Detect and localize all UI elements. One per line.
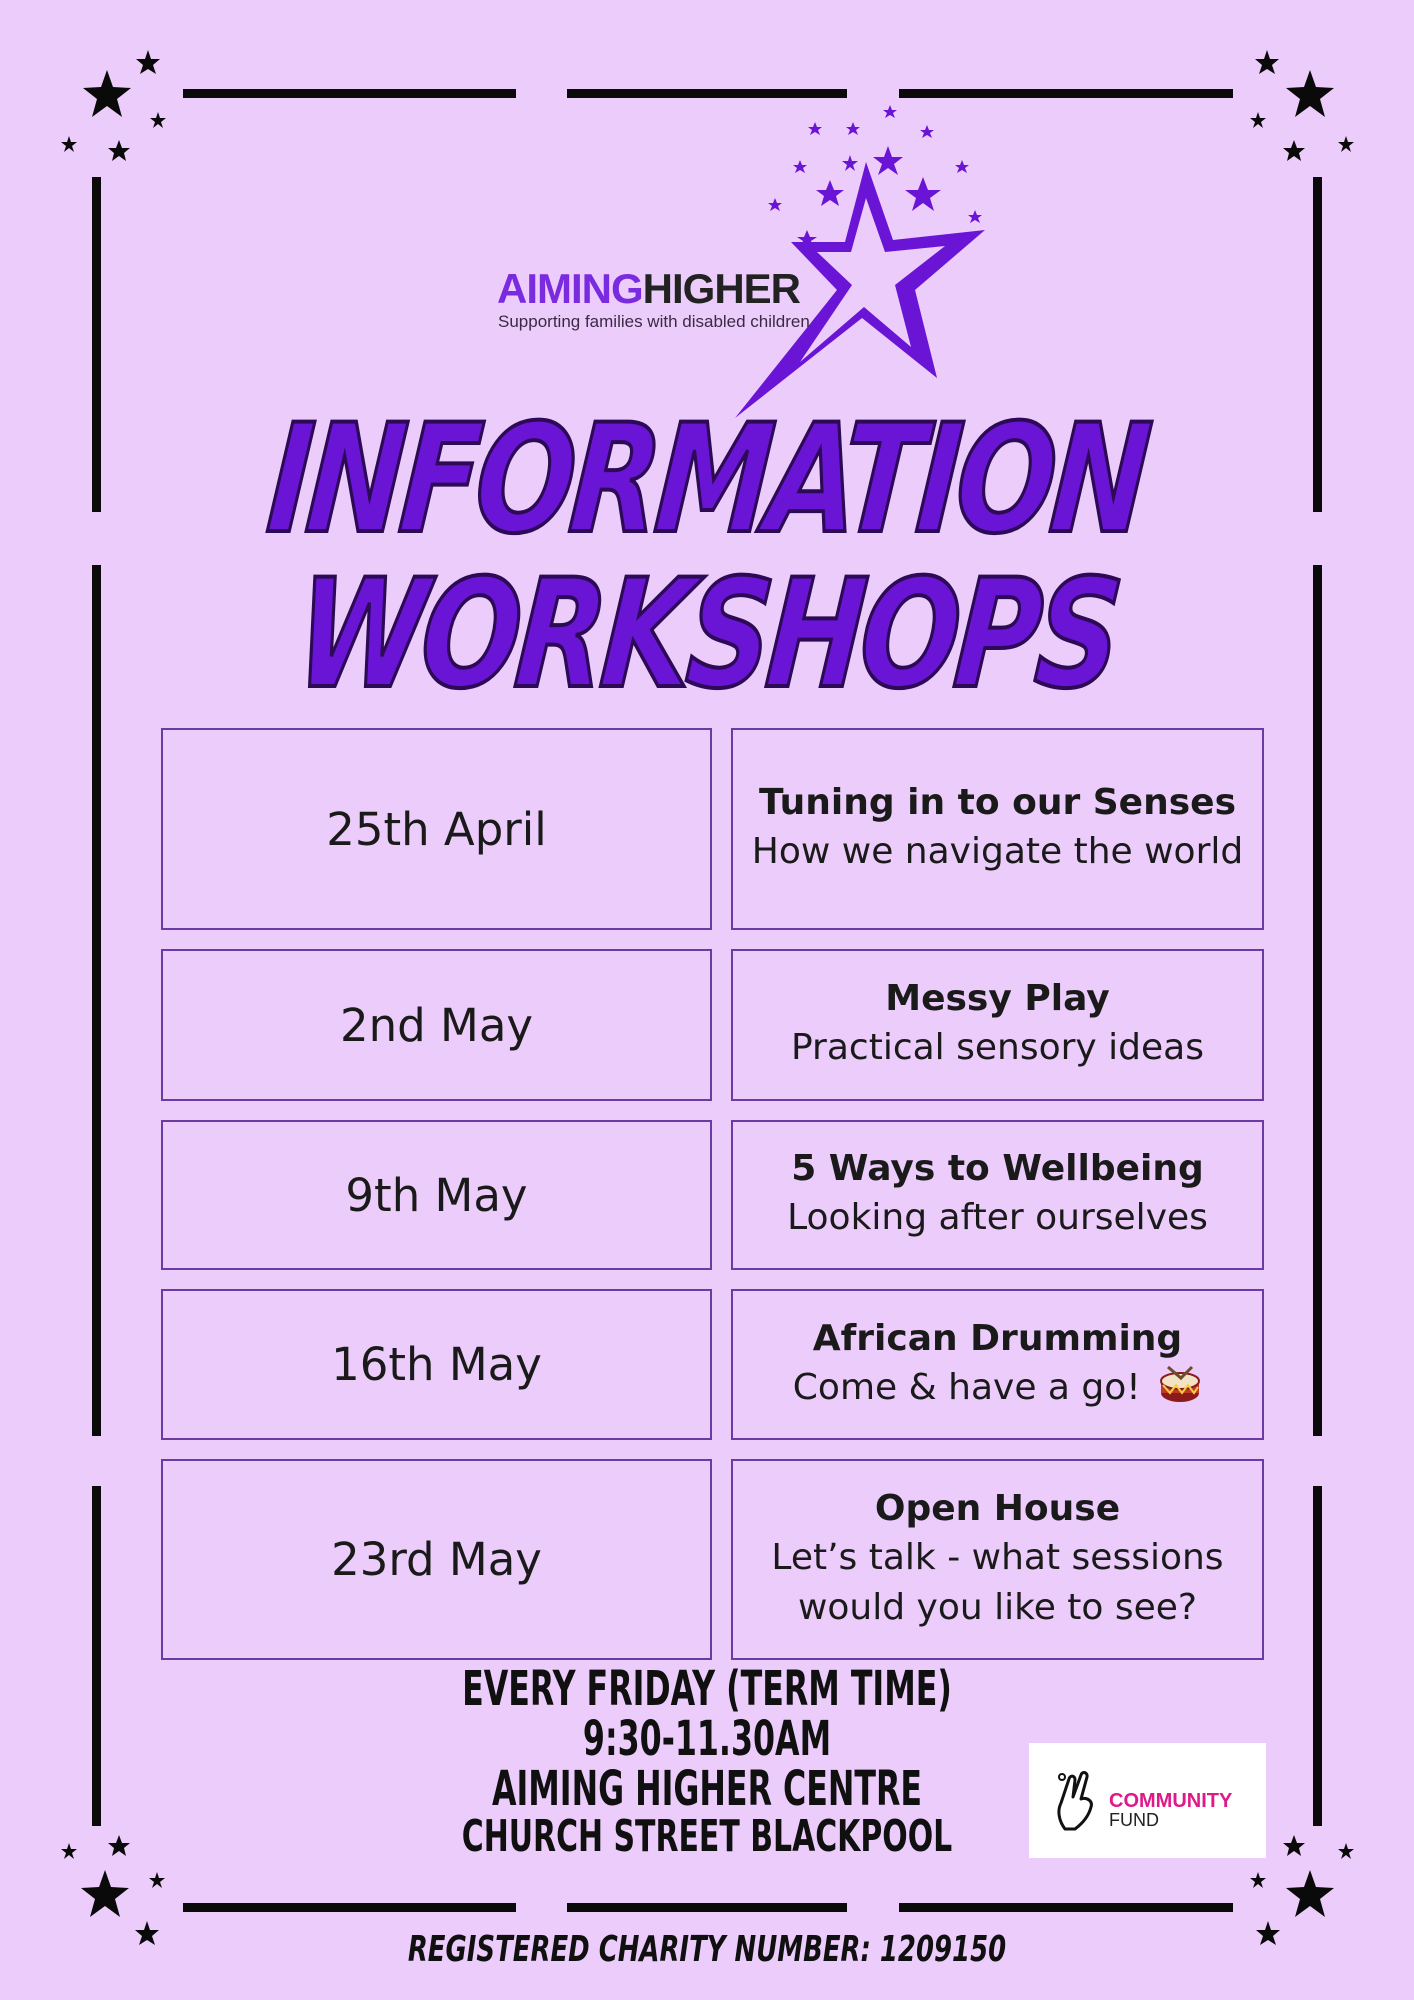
topic-title: 5 Ways to Wellbeing	[791, 1148, 1204, 1190]
frame-left-top	[92, 177, 101, 512]
topic-description: How we navigate the world	[751, 831, 1244, 873]
date-box	[161, 1459, 712, 1660]
badge-word-community: COMMUNITY	[1109, 1790, 1233, 1812]
topic-title: Tuning in to our Senses	[759, 782, 1236, 824]
date-box	[161, 949, 712, 1101]
star-icon	[1286, 1870, 1334, 1917]
logo-word-aiming: AIMING	[497, 265, 643, 312]
frame-right-bottom	[1313, 1486, 1322, 1826]
date-text: 23rd May	[331, 1533, 542, 1586]
topic-description: Let’s talk - what sessions would you like to see?	[771, 1536, 1224, 1628]
frame-bottom-left	[183, 1903, 516, 1912]
topic-description: Practical sensory ideas	[790, 1027, 1204, 1069]
topic-title: Open House	[874, 1487, 1121, 1529]
footer-venue: AIMING HIGHER CENTRE	[491, 1761, 923, 1817]
star-icon	[1256, 1921, 1280, 1945]
date-text: 16th May	[331, 1338, 542, 1391]
star-icon	[149, 1872, 165, 1888]
star-icon	[135, 1921, 159, 1945]
star-icon	[108, 140, 130, 161]
crossed-fingers-icon	[1051, 1771, 1103, 1833]
date-box	[161, 1289, 712, 1440]
frame-left-bottom	[92, 1486, 101, 1826]
frame-bottom-middle	[567, 1903, 847, 1912]
logo-word-higher: HIGHER	[642, 265, 801, 312]
star-icon	[136, 50, 160, 74]
star-icon	[1250, 112, 1266, 128]
star-icon	[83, 70, 131, 117]
footer-address: CHURCH STREET BLACKPOOL	[461, 1811, 953, 1862]
footer-schedule: EVERY FRIDAY (TERM TIME)	[462, 1661, 952, 1717]
logo-star-icon	[725, 100, 1005, 425]
topic-description-row	[777, 1363, 1218, 1413]
frame-left-middle	[92, 565, 101, 1436]
charity-number: REGISTERED CHARITY NUMBER: 1209150	[407, 1929, 1007, 1970]
topic-title: Messy Play	[885, 978, 1110, 1020]
frame-top-left	[183, 89, 516, 98]
frame-right-top	[1313, 177, 1322, 512]
topic-box	[731, 1459, 1264, 1660]
frame-top-right	[899, 89, 1233, 98]
star-icon	[1255, 50, 1279, 74]
star-icon	[1283, 1835, 1305, 1856]
corner-stars-top-left	[55, 45, 185, 175]
footer-time: 9:30-11.30AM	[582, 1711, 832, 1767]
date-text: 9th May	[345, 1168, 528, 1222]
badge-word-fund: FUND	[1109, 1810, 1159, 1830]
frame-top-middle	[567, 89, 847, 98]
logo-wordmark	[497, 265, 801, 312]
topic-title: African Drumming	[812, 1317, 1183, 1359]
title-line-2: WORKSHOPS	[290, 548, 1124, 722]
title-line-1: INFORMATION	[261, 393, 1153, 567]
topic-box	[731, 1289, 1264, 1440]
logo-tagline: Supporting families with disabled children	[498, 312, 810, 331]
topic-description: Looking after ourselves	[787, 1197, 1208, 1239]
star-icon	[1250, 1872, 1266, 1888]
star-icon	[1283, 140, 1305, 161]
community-fund-badge	[1029, 1743, 1266, 1858]
star-icon	[61, 136, 77, 152]
date-text: 2nd May	[339, 998, 534, 1052]
topic-description: Come & have a go!	[792, 1366, 1141, 1408]
star-icon	[61, 1843, 77, 1859]
star-icon	[108, 1835, 130, 1856]
topic-box	[731, 1120, 1264, 1270]
star-icon	[1338, 136, 1354, 152]
corner-stars-top-right	[1232, 45, 1362, 175]
star-icon	[150, 112, 166, 128]
corner-stars-bottom-left	[55, 1825, 185, 1965]
frame-right-middle	[1313, 565, 1322, 1436]
date-box	[161, 728, 712, 930]
date-text: 25th April	[326, 802, 547, 856]
frame-bottom-right	[899, 1903, 1233, 1912]
topic-box	[731, 949, 1264, 1101]
topic-box	[731, 728, 1264, 930]
star-icon	[1286, 70, 1334, 117]
date-box	[161, 1120, 712, 1270]
star-icon	[1338, 1843, 1354, 1859]
drum-icon	[1158, 1365, 1202, 1405]
star-icon	[81, 1870, 129, 1917]
